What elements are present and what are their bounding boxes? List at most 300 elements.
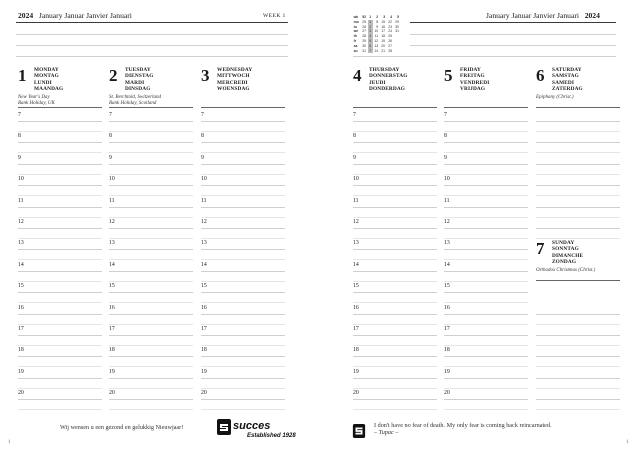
left-year: 2024 [18, 11, 34, 20]
holiday-text: Bank Holiday, UK [18, 101, 55, 106]
half-hour-line [109, 281, 193, 282]
hour-line [201, 185, 285, 186]
mini-calendar-cell: 29 [362, 38, 367, 43]
mini-calendar-cell: 20 [381, 43, 386, 48]
day-name: WEDNESDAY [217, 67, 253, 73]
half-hour-line [444, 217, 528, 218]
half-hour-line [109, 152, 193, 153]
mini-calendar-label: su [353, 48, 358, 53]
hour-label: 19 [109, 368, 115, 375]
day-name: DONDERDAG [369, 85, 406, 92]
hour-label: 7 [109, 112, 112, 118]
day-name: DIMANCHE [552, 252, 584, 259]
logo-tagline: Established 1928 [247, 433, 296, 439]
half-hour-line [201, 366, 285, 367]
hour-label: 14 [18, 261, 24, 268]
week-label: WEEK 1 [263, 12, 286, 19]
right-month-title: January Januar Janvier Januari [486, 11, 579, 20]
day-names [369, 67, 408, 92]
hour-line [444, 314, 528, 315]
half-hour-line [444, 388, 528, 389]
hour-line [444, 207, 528, 208]
holiday-text: Epiphany (Christ.) [536, 95, 574, 100]
weekend-line [536, 152, 620, 153]
hour-label: 7 [444, 112, 447, 118]
half-hour-line [201, 281, 285, 282]
weekend-line [536, 345, 620, 346]
half-hour-line [109, 131, 193, 132]
half-hour-line [353, 174, 437, 175]
weekend-line [536, 378, 620, 379]
hour-line [353, 292, 437, 293]
hour-line [18, 185, 102, 186]
half-hour-line [18, 152, 102, 153]
hour-line [109, 207, 193, 208]
hour-line [444, 335, 528, 336]
hour-label: 18 [201, 347, 207, 354]
day-rule [201, 107, 285, 108]
mini-calendar-cell: 1 [369, 15, 372, 19]
half-hour-line [353, 131, 437, 132]
day-name: LUNDI [34, 79, 52, 86]
mini-calendar-cell: 23 [388, 24, 393, 29]
day-column [353, 0, 437, 454]
weekend-line [536, 174, 620, 175]
hour-line [353, 378, 437, 379]
succes-logo [217, 417, 307, 444]
day-number: 6 [536, 66, 545, 85]
half-hour-line [444, 152, 528, 153]
half-hour-line [444, 195, 528, 196]
half-hour-line [444, 238, 528, 239]
hour-line [444, 228, 528, 229]
footer-message: Wij wensen u een gezond en gelukkig Nieuwjaar! [60, 424, 184, 431]
hour-line [444, 356, 528, 357]
hour-line [353, 121, 437, 122]
day-rule [18, 107, 102, 108]
mini-calendar-label: fr [353, 38, 357, 43]
day-name: DONNERSTAG [369, 73, 408, 80]
mini-calendar-cell: 30 [362, 43, 367, 48]
hour-line [109, 399, 193, 400]
hour-label: 20 [109, 390, 115, 397]
hour-label: 9 [353, 154, 356, 161]
mini-calendar-cell: 19 [381, 38, 386, 43]
day-column [444, 0, 528, 454]
hour-label: 14 [444, 261, 450, 268]
day-name: VENDREDI [460, 79, 490, 86]
hour-label: 12 [18, 219, 24, 225]
hour-line [444, 378, 528, 379]
hour-label: 9 [201, 154, 204, 161]
half-hour-line [353, 259, 437, 260]
day-names [217, 67, 252, 92]
holiday-text: Orthodox Christmas (Christ.) [536, 268, 596, 273]
hour-line [18, 378, 102, 379]
hour-line [109, 335, 193, 336]
hour-label: 11 [18, 197, 24, 204]
hour-label: 19 [444, 368, 450, 375]
mini-calendar-cell: 22 [388, 19, 393, 24]
hour-label: 11 [444, 197, 450, 204]
half-hour-line [353, 345, 437, 346]
hour-label: 19 [18, 368, 24, 375]
day-name: FREITAG [460, 73, 485, 80]
half-hour-line [18, 345, 102, 346]
half-hour-line [353, 152, 437, 153]
hour-label: 19 [353, 368, 359, 375]
half-hour-line [109, 259, 193, 260]
day-name: TUESDAY [125, 67, 151, 73]
mini-calendar-cell: 14 [374, 48, 379, 53]
holiday-text: St. Berchtold, Switzerland [109, 95, 162, 100]
day-number: 1 [18, 66, 27, 85]
hour-line [109, 292, 193, 293]
mini-calendar-cell: 21 [381, 48, 386, 53]
weekend-line [536, 388, 620, 389]
half-hour-line [444, 409, 528, 410]
half-hour-line [18, 195, 102, 196]
half-hour-line [109, 409, 193, 410]
hour-label: 9 [444, 154, 447, 161]
day-name: DIENSTAG [125, 73, 154, 80]
weekend-lines [536, 0, 620, 454]
day-name: SATURDAY [552, 67, 582, 73]
holiday-text: Bank Holiday, Scotland [109, 101, 157, 106]
half-hour-line [109, 195, 193, 196]
day-number: 5 [444, 66, 453, 85]
day-name: SAMEDI [552, 79, 575, 86]
hour-line [201, 164, 285, 165]
hour-label: 13 [18, 240, 24, 247]
weekend-line [536, 366, 620, 367]
hour-label: 13 [109, 240, 115, 247]
mini-calendar-label: tu [353, 24, 357, 29]
mini-calendar-cell: 26 [388, 38, 393, 43]
mini-calendar-cell: 12 [374, 38, 379, 43]
half-hour-line [201, 324, 285, 325]
hour-label: 8 [353, 133, 356, 140]
hour-line [444, 271, 528, 272]
half-hour-line [444, 366, 528, 367]
hour-label: 17 [201, 326, 207, 332]
hour-line [444, 142, 528, 143]
weekend-line [536, 207, 620, 208]
hour-line [353, 356, 437, 357]
weekend-line [536, 131, 620, 132]
logo-mark-icon [217, 419, 231, 435]
day-name: SONNTAG [552, 246, 579, 253]
hour-line [444, 249, 528, 250]
day-number: 4 [353, 66, 362, 85]
mini-calendar-cell: 4 [369, 34, 372, 39]
mini-calendar-cell: 17 [381, 29, 386, 34]
hour-label: 18 [109, 347, 115, 354]
hour-label: 20 [18, 390, 24, 397]
mini-calendar-cell: 2 [376, 15, 379, 19]
day-number: 2 [109, 66, 118, 85]
weekend-line [536, 399, 620, 400]
day-names [460, 67, 489, 92]
half-hour-line [201, 238, 285, 239]
hour-line [201, 335, 285, 336]
day-column [201, 0, 285, 454]
weekend-line [536, 314, 620, 315]
mini-calendar-cell: 30 [395, 24, 400, 29]
day-name: MARDI [125, 79, 145, 86]
hour-label: 11 [201, 197, 207, 204]
hour-label: 15 [201, 283, 207, 290]
hour-label: 14 [201, 261, 207, 268]
mini-calendar-cell: 26 [362, 24, 367, 29]
hour-line [109, 185, 193, 186]
day-name: DINSDAG [125, 85, 151, 92]
hour-line [353, 335, 437, 336]
hour-line [18, 228, 102, 229]
hour-line [18, 207, 102, 208]
half-hour-line [353, 195, 437, 196]
weekend-line [536, 217, 620, 218]
hour-line [109, 314, 193, 315]
hour-label: 12 [201, 219, 207, 225]
hour-line [109, 142, 193, 143]
hour-label: 10 [201, 176, 207, 183]
day-name: MAANDAG [34, 85, 64, 92]
mini-calendar-cell: 6 [369, 43, 372, 48]
half-hour-line [18, 217, 102, 218]
hour-label: 18 [353, 347, 359, 354]
hour-line [18, 399, 102, 400]
hour-line [201, 399, 285, 400]
hour-line [201, 271, 285, 272]
half-hour-line [109, 345, 193, 346]
hour-label: 7 [353, 112, 356, 118]
hour-line [18, 142, 102, 143]
half-hour-line [18, 409, 102, 410]
weekend-line [536, 142, 620, 143]
day-name: MITTWOCH [217, 73, 250, 80]
weekend-line [536, 164, 620, 165]
hour-line [201, 356, 285, 357]
hour-label: 13 [353, 240, 359, 247]
half-hour-line [18, 388, 102, 389]
hour-line [109, 378, 193, 379]
hour-line [353, 314, 437, 315]
mini-calendar-cell: 3 [383, 15, 386, 19]
mini-calendar-cell: 31 [362, 48, 367, 53]
succes-logo-mark-icon [352, 424, 366, 443]
half-hour-line [18, 302, 102, 303]
hour-label: 16 [201, 304, 207, 311]
hour-label: 12 [353, 219, 359, 225]
mini-calendar-label: sa [353, 43, 358, 48]
hour-label: 11 [353, 197, 359, 204]
day-name: JEUDI [369, 79, 386, 86]
mini-calendar-label: wk [353, 15, 359, 19]
half-hour-line [353, 302, 437, 303]
holiday-text: New Year's Day [18, 95, 50, 100]
hour-line [201, 228, 285, 229]
hour-label: 15 [109, 283, 115, 290]
hour-line [201, 207, 285, 208]
hour-label: 17 [353, 326, 359, 332]
half-hour-line [201, 409, 285, 410]
day-name: MERCREDI [217, 79, 248, 86]
hour-label: 8 [18, 133, 21, 140]
hour-line [444, 292, 528, 293]
half-hour-line [201, 259, 285, 260]
hour-label: 8 [201, 133, 204, 140]
hour-label: 18 [18, 347, 24, 354]
hour-line [18, 335, 102, 336]
weekend-line [536, 121, 620, 122]
logo-name: succes [233, 420, 271, 432]
hour-label: 19 [201, 368, 207, 375]
mini-calendar-cell: 15 [381, 19, 386, 24]
hour-label: 14 [109, 261, 115, 268]
half-hour-line [353, 388, 437, 389]
mini-calendar-label: we [353, 29, 359, 34]
weekend-line [536, 238, 620, 239]
weekend-line [536, 195, 620, 196]
half-hour-line [18, 131, 102, 132]
hour-line [353, 271, 437, 272]
day-rule [109, 107, 193, 108]
right-page [320, 0, 640, 454]
mini-calendar-cell: 25 [362, 19, 367, 24]
hour-label: 13 [201, 240, 207, 247]
mini-calendar-cell: 27 [362, 29, 367, 34]
half-hour-line [201, 152, 285, 153]
half-hour-line [201, 217, 285, 218]
hour-label: 17 [109, 326, 115, 332]
mini-calendar-label: mo [353, 19, 359, 24]
hour-line [353, 207, 437, 208]
half-hour-line [353, 238, 437, 239]
hour-line [109, 356, 193, 357]
half-hour-line [444, 174, 528, 175]
half-hour-line [18, 324, 102, 325]
mini-calendar-cell: 11 [374, 34, 379, 39]
weekend-line [536, 228, 620, 229]
hour-line [201, 121, 285, 122]
day-name: THURSDAY [369, 67, 400, 73]
hour-label: 10 [109, 176, 115, 183]
mini-calendar-cell: 5 [369, 38, 372, 43]
mini-calendar-cell: 1 [369, 19, 372, 24]
hour-label: 10 [444, 176, 450, 183]
mini-calendar-cell: 18 [381, 34, 386, 39]
half-hour-line [109, 174, 193, 175]
weekend-line [536, 335, 620, 336]
mini-calendar-cell: 8 [376, 19, 379, 24]
hour-label: 18 [444, 347, 450, 354]
mini-calendar-cell: 3 [369, 29, 372, 34]
hour-label: 16 [109, 304, 115, 311]
hour-line [18, 164, 102, 165]
half-hour-line [18, 281, 102, 282]
day-names [125, 67, 153, 92]
hour-line [109, 271, 193, 272]
mini-calendar-cell: 24 [388, 29, 393, 34]
mini-calendar-cell: 31 [395, 29, 400, 34]
hour-line [18, 271, 102, 272]
half-hour-line [18, 238, 102, 239]
day-rule [353, 107, 437, 108]
mini-calendar-cell: 28 [362, 34, 367, 39]
half-hour-line [353, 366, 437, 367]
hour-label: 12 [109, 219, 115, 225]
half-hour-line [201, 345, 285, 346]
hour-line [353, 228, 437, 229]
hour-label: 16 [18, 304, 24, 311]
mini-calendar-cell: 29 [395, 19, 400, 24]
hour-line [201, 142, 285, 143]
hour-line [109, 164, 193, 165]
hour-label: 7 [18, 112, 21, 118]
weekend-line [536, 409, 620, 410]
quote-author: – Tupac – [374, 429, 399, 436]
mini-calendar-cell: 4 [390, 15, 393, 19]
hour-line [201, 292, 285, 293]
day-column [18, 0, 102, 454]
right-year: 2024 [584, 11, 600, 20]
hour-line [18, 292, 102, 293]
half-hour-line [353, 281, 437, 282]
day-number: 7 [536, 239, 545, 258]
hour-line [353, 399, 437, 400]
hour-line [201, 378, 285, 379]
half-hour-line [444, 302, 528, 303]
mini-calendar-label: th [353, 34, 357, 39]
hour-line [444, 185, 528, 186]
hour-line [444, 164, 528, 165]
hour-line [109, 121, 193, 122]
hour-label: 15 [353, 283, 359, 290]
hour-line [353, 142, 437, 143]
hour-line [18, 356, 102, 357]
hour-label: 16 [444, 304, 450, 311]
mini-calendar-cell: 16 [381, 24, 386, 29]
weekend-line [536, 185, 620, 186]
hour-line [444, 399, 528, 400]
hour-label: 20 [444, 390, 450, 397]
half-hour-line [109, 238, 193, 239]
hour-label: 15 [18, 283, 24, 290]
half-hour-line [201, 302, 285, 303]
half-hour-line [109, 366, 193, 367]
half-hour-line [444, 281, 528, 282]
mini-calendar-cell: 10 [374, 29, 379, 34]
day-name: MONTAG [34, 73, 59, 80]
hour-label: 17 [18, 326, 24, 332]
hour-label: 9 [109, 154, 112, 161]
hour-line [201, 249, 285, 250]
day-name: VRIJDAG [460, 85, 486, 92]
day-name: FRIDAY [460, 67, 482, 73]
day-name: WOENSDAG [217, 85, 250, 92]
mini-calendar-cell: 27 [388, 43, 393, 48]
day-name: ZONDAG [552, 258, 577, 265]
hour-label: 20 [353, 390, 359, 397]
hour-line [353, 249, 437, 250]
day-column [109, 0, 193, 454]
hour-label: 9 [18, 154, 21, 161]
hour-label: 7 [201, 112, 204, 118]
half-hour-line [353, 324, 437, 325]
hour-line [18, 314, 102, 315]
hour-label: 8 [109, 133, 112, 140]
